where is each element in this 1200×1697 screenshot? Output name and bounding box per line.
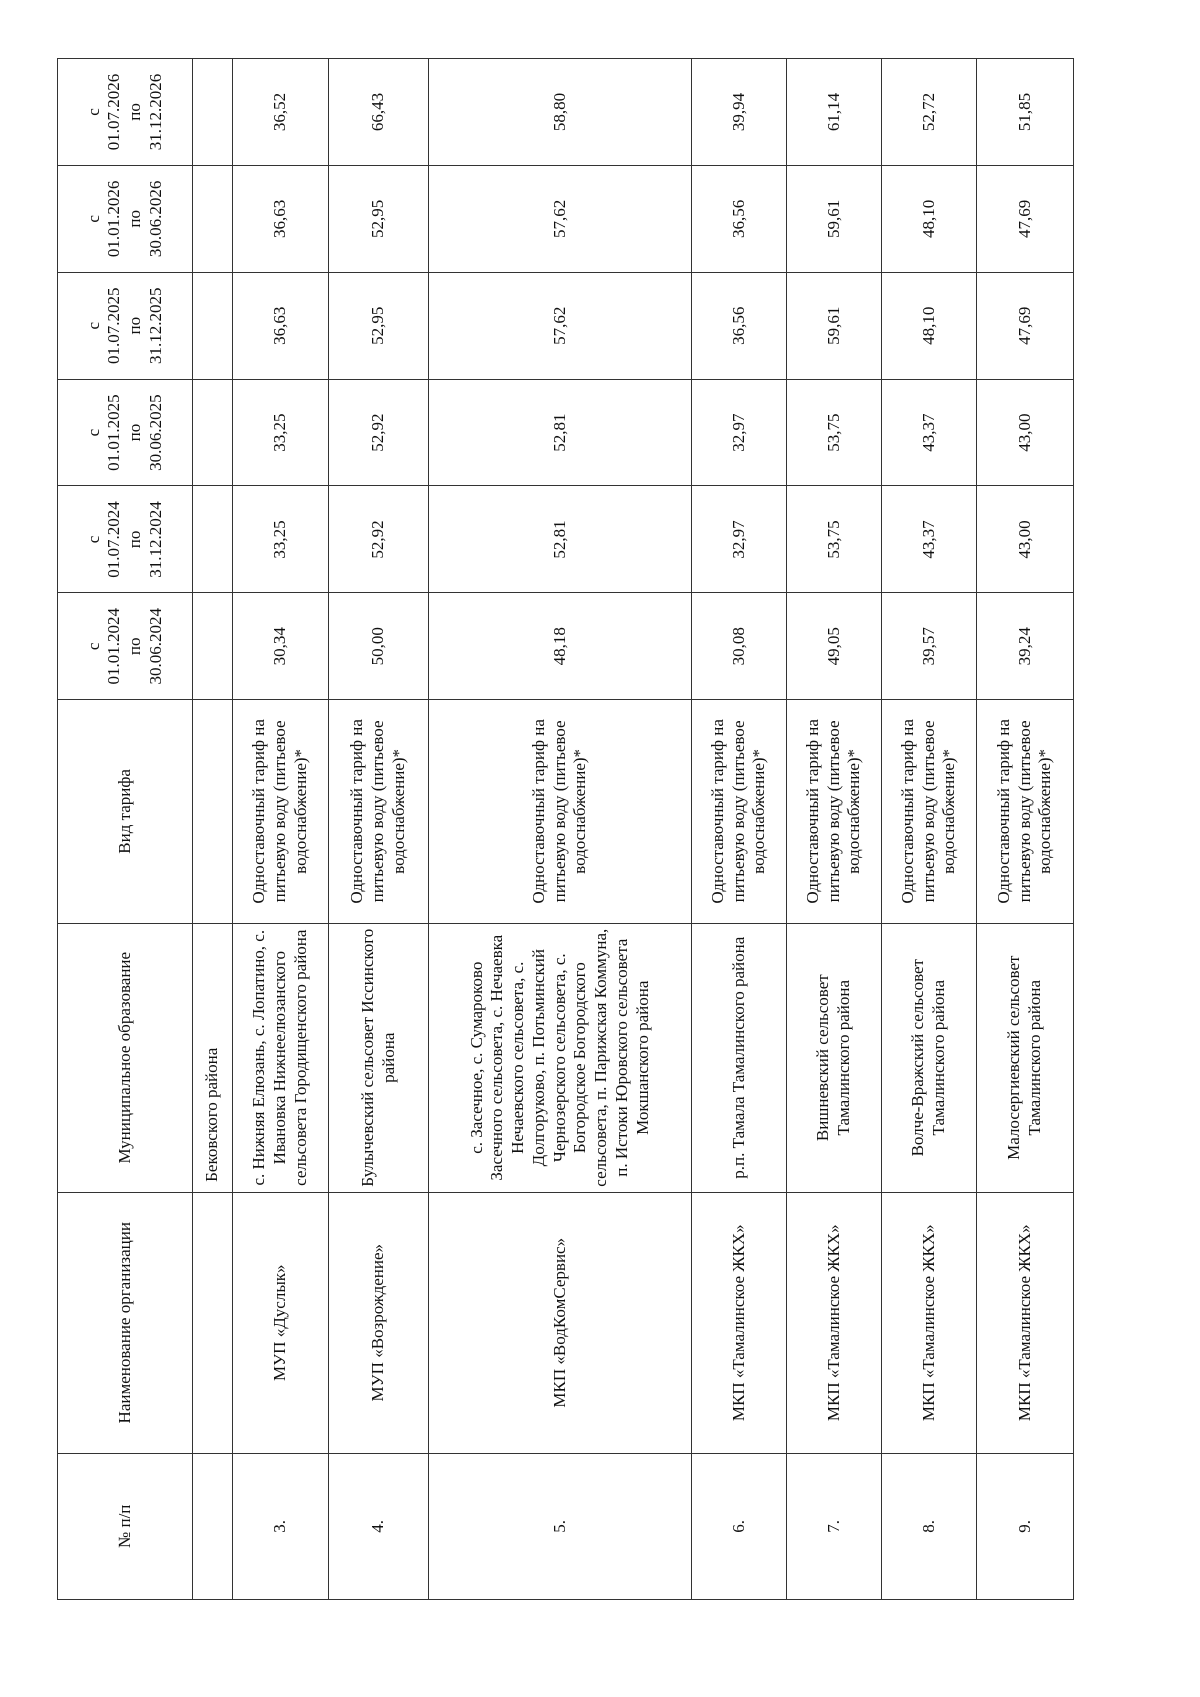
group-row xyxy=(193,59,233,1600)
group-cell-empty xyxy=(193,59,233,166)
row-value: 48,10 xyxy=(882,272,977,379)
row-type: Одноставочный тариф на питьевую воду (питьевое водоснабжение)* xyxy=(692,700,787,923)
row-type: Одноставочный тариф на питьевую воду (питьевое водоснабжение)* xyxy=(787,700,882,923)
group-cell-empty xyxy=(193,272,233,379)
row-value: 52,95 xyxy=(329,272,429,379)
group-cell-empty xyxy=(193,379,233,486)
row-mun: Булычевский сельсовет Иссинского района xyxy=(329,923,429,1192)
header-org: Наименование организации xyxy=(58,1192,193,1453)
row-value: 53,75 xyxy=(787,486,882,593)
row-value: 52,92 xyxy=(329,486,429,593)
table-row xyxy=(233,59,329,1600)
header-period-2: с 01.07.2024 по 31.12.2024 xyxy=(58,486,193,593)
row-org: МКП «Тамалинское ЖКХ» xyxy=(977,1192,1074,1453)
table-row xyxy=(977,59,1074,1600)
row-value: 52,92 xyxy=(329,379,429,486)
row-value: 33,25 xyxy=(233,486,329,593)
row-org: МУП «Возрождение» xyxy=(329,1192,429,1453)
row-value: 57,62 xyxy=(429,165,692,272)
row-value: 52,81 xyxy=(429,379,692,486)
row-mun: Волче-Вражский сельсовет Тамалинского района xyxy=(882,923,977,1192)
row-mun: с. Нижняя Елюзань, с. Лопатино, с. Ивановка Нижнеелюзанского сельсовета Городищенского района xyxy=(233,923,329,1192)
header-num: № п/п xyxy=(58,1453,193,1599)
row-type: Одноставочный тариф на питьевую воду (питьевое водоснабжение)* xyxy=(882,700,977,923)
row-value: 36,52 xyxy=(233,59,329,166)
row-mun: с. Засечное, с. Сумароково Засечного сельсовета, с. Нечаевка Нечаевского сельсовета, с. Долгоруково, п. Потьминский Чернозерского сельсовета, с. Богородское Богородского сельсовета, п. Парижская Коммуна, п. Истоки Юровского сельсовета Мокшанского района xyxy=(429,923,692,1192)
row-value: 39,24 xyxy=(977,593,1074,700)
header-period-4: с 01.07.2025 по 31.12.2025 xyxy=(58,272,193,379)
row-value: 33,25 xyxy=(233,379,329,486)
row-org: МКП «ВодКомСервис» xyxy=(429,1192,692,1453)
row-value: 52,72 xyxy=(882,59,977,166)
row-type: Одноставочный тариф на питьевую воду (питьевое водоснабжение)* xyxy=(977,700,1074,923)
row-value: 43,00 xyxy=(977,379,1074,486)
row-value: 43,00 xyxy=(977,486,1074,593)
row-num: 9. xyxy=(977,1453,1074,1599)
header-type: Вид тарифа xyxy=(58,700,193,923)
row-value: 39,57 xyxy=(882,593,977,700)
row-num: 3. xyxy=(233,1453,329,1599)
row-value: 36,63 xyxy=(233,165,329,272)
row-value: 48,10 xyxy=(882,165,977,272)
row-value: 47,69 xyxy=(977,165,1074,272)
group-cell-empty xyxy=(193,1453,233,1599)
group-cell-empty xyxy=(193,593,233,700)
row-value: 52,81 xyxy=(429,486,692,593)
row-value: 58,80 xyxy=(429,59,692,166)
row-value: 36,56 xyxy=(692,165,787,272)
row-value: 52,95 xyxy=(329,165,429,272)
row-num: 4. xyxy=(329,1453,429,1599)
row-mun: р.п. Тамала Тамалинского района xyxy=(692,923,787,1192)
table-row xyxy=(429,59,692,1600)
group-cell-empty xyxy=(193,700,233,923)
row-type: Одноставочный тариф на питьевую воду (питьевое водоснабжение)* xyxy=(233,700,329,923)
row-num: 5. xyxy=(429,1453,692,1599)
row-value: 61,14 xyxy=(787,59,882,166)
row-org: МКП «Тамалинское ЖКХ» xyxy=(787,1192,882,1453)
row-org: МКП «Тамалинское ЖКХ» xyxy=(692,1192,787,1453)
table-row xyxy=(692,59,787,1600)
row-mun: Вишневский сельсовет Тамалинского района xyxy=(787,923,882,1192)
row-type: Одноставочный тариф на питьевую воду (питьевое водоснабжение)* xyxy=(429,700,692,923)
header-period-6: с 01.07.2026 по 31.12.2026 xyxy=(58,59,193,166)
row-value: 32,97 xyxy=(692,379,787,486)
row-org: МУП «Дуслык» xyxy=(233,1192,329,1453)
row-value: 49,05 xyxy=(787,593,882,700)
row-type: Одноставочный тариф на питьевую воду (питьевое водоснабжение)* xyxy=(329,700,429,923)
group-cell-empty xyxy=(193,486,233,593)
row-num: 7. xyxy=(787,1453,882,1599)
row-value: 36,63 xyxy=(233,272,329,379)
row-value: 50,00 xyxy=(329,593,429,700)
row-num: 8. xyxy=(882,1453,977,1599)
table-row xyxy=(882,59,977,1600)
row-num: 6. xyxy=(692,1453,787,1599)
row-value: 53,75 xyxy=(787,379,882,486)
row-org: МКП «Тамалинское ЖКХ» xyxy=(882,1192,977,1453)
row-value: 32,97 xyxy=(692,486,787,593)
row-value: 57,62 xyxy=(429,272,692,379)
row-value: 36,56 xyxy=(692,272,787,379)
row-value: 48,18 xyxy=(429,593,692,700)
row-value: 47,69 xyxy=(977,272,1074,379)
header-period-1: с 01.01.2024 по 30.06.2024 xyxy=(58,593,193,700)
row-value: 59,61 xyxy=(787,165,882,272)
row-value: 30,08 xyxy=(692,593,787,700)
table-row xyxy=(787,59,882,1600)
group-cell-empty xyxy=(193,1192,233,1453)
table-row xyxy=(329,59,429,1600)
rotated-table-container xyxy=(57,58,1055,1600)
row-value: 43,37 xyxy=(882,486,977,593)
row-value: 66,43 xyxy=(329,59,429,166)
header-mun: Муниципальное образование xyxy=(58,923,193,1192)
group-cell-label: Бековского района xyxy=(193,923,233,1192)
row-value: 59,61 xyxy=(787,272,882,379)
group-cell-empty xyxy=(193,165,233,272)
row-mun: Малосергиевский сельсовет Тамалинского района xyxy=(977,923,1074,1192)
header-period-5: с 01.01.2026 по 30.06.2026 xyxy=(58,165,193,272)
header-row xyxy=(58,59,193,1600)
header-period-3: с 01.01.2025 по 30.06.2025 xyxy=(58,379,193,486)
row-value: 39,94 xyxy=(692,59,787,166)
tariff-table xyxy=(57,58,1074,1600)
row-value: 51,85 xyxy=(977,59,1074,166)
row-value: 30,34 xyxy=(233,593,329,700)
row-value: 43,37 xyxy=(882,379,977,486)
